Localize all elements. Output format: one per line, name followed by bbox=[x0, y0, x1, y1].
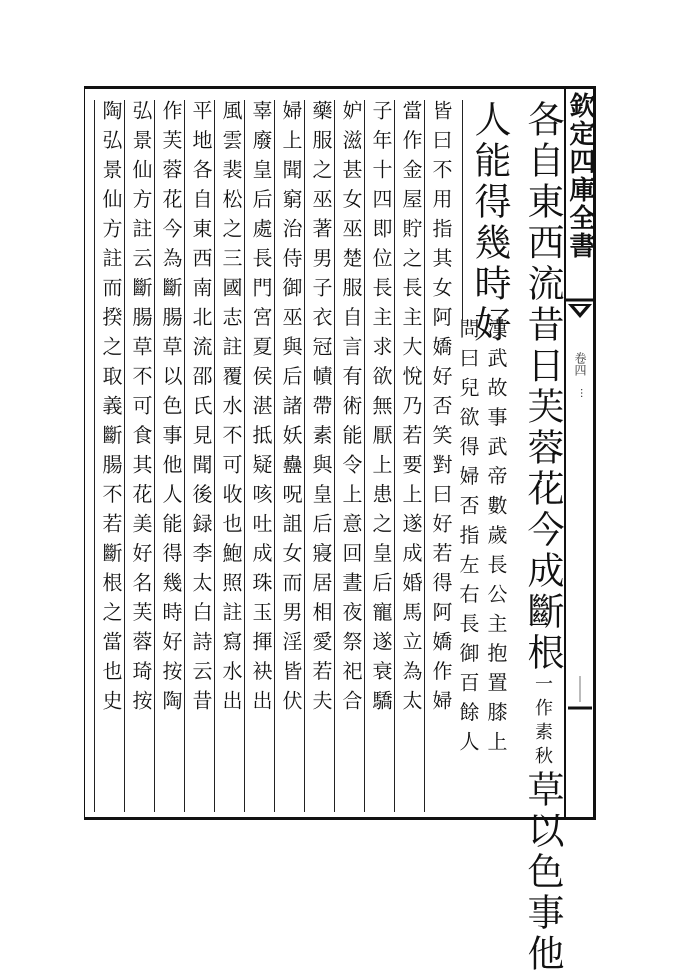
column-text: 藥服之巫著男子衣冠幘帶素與皇后寢居相愛若夫 bbox=[309, 100, 333, 720]
margin-book-title: 欽定四庫全書 bbox=[565, 92, 595, 260]
text-column-11 bbox=[244, 100, 273, 812]
text-column-4 bbox=[452, 318, 480, 812]
margin-chapter: 卷四 bbox=[573, 352, 587, 376]
text-column-12 bbox=[214, 100, 243, 812]
text-column-9 bbox=[304, 100, 333, 812]
text-column-10 bbox=[274, 100, 303, 812]
column-text: 漢武故事武帝數歲長公主抱置膝上 bbox=[484, 318, 508, 761]
column-text: 皆曰不用指其女阿嬌好否笑對曰好若得阿嬌作婦 bbox=[429, 100, 453, 720]
column-text: 當作金屋貯之長主大悅乃若要上遂成婚馬立為太 bbox=[399, 100, 423, 720]
column-text: 問曰兒欲得婦否指左右長御百餘人 bbox=[456, 318, 480, 761]
text-column-1 bbox=[520, 100, 564, 975]
column-text: 平地各自東西南北流邵氏見聞後録李太白詩云昔 bbox=[189, 100, 213, 720]
fishtail-mark-icon bbox=[566, 298, 594, 328]
text-column-7 bbox=[364, 100, 393, 812]
margin-volume-mark: … bbox=[578, 388, 589, 398]
text-column-15 bbox=[124, 100, 153, 812]
text-column-13 bbox=[184, 100, 213, 812]
column-text: 辜廢皇后處長門宮夏侯湛抵疑咳吐成珠玉揮袂出 bbox=[249, 100, 273, 720]
text-column-16 bbox=[94, 100, 123, 812]
text-column-8 bbox=[334, 100, 363, 812]
text-column-6 bbox=[394, 100, 423, 812]
column-text: 弘景仙方註云斷腸草不可食其花美好名芙蓉琦按 bbox=[129, 100, 153, 720]
column-text-after: 草以色事他 bbox=[521, 770, 564, 975]
column-text: 作芙蓉花今為斷腸草以色事他人能得幾時好按陶 bbox=[159, 100, 183, 720]
column-text: 陶弘景仙方註而揆之取義斷腸不若斷根之當也史 bbox=[99, 100, 123, 720]
text-column-5 bbox=[424, 100, 453, 812]
column-text: 各自東西流昔日芙蓉花今成斷根 bbox=[521, 100, 564, 674]
margin-bottom-mark-icon bbox=[566, 672, 594, 712]
column-text: 妒滋甚女巫楚服自言有術能令上意回晝夜祭祀合 bbox=[339, 100, 363, 720]
column-text: 婦上聞窮治侍御巫與后諸妖蠱呪詛女而男淫皆伏 bbox=[279, 100, 303, 720]
text-column-14 bbox=[154, 100, 183, 812]
column-text: 人能得幾時好 bbox=[468, 100, 511, 346]
text-column-3 bbox=[480, 318, 508, 812]
column-text: 子年十四即位長主求欲無厭上患之皇后寵遂衰驕 bbox=[369, 100, 393, 720]
text-column-2 bbox=[462, 100, 511, 346]
column-annotation: 一作素秋 bbox=[532, 674, 553, 770]
column-text: 風雲裴松之三國志註覆水不可收也鮑照註寫水出 bbox=[219, 100, 243, 720]
